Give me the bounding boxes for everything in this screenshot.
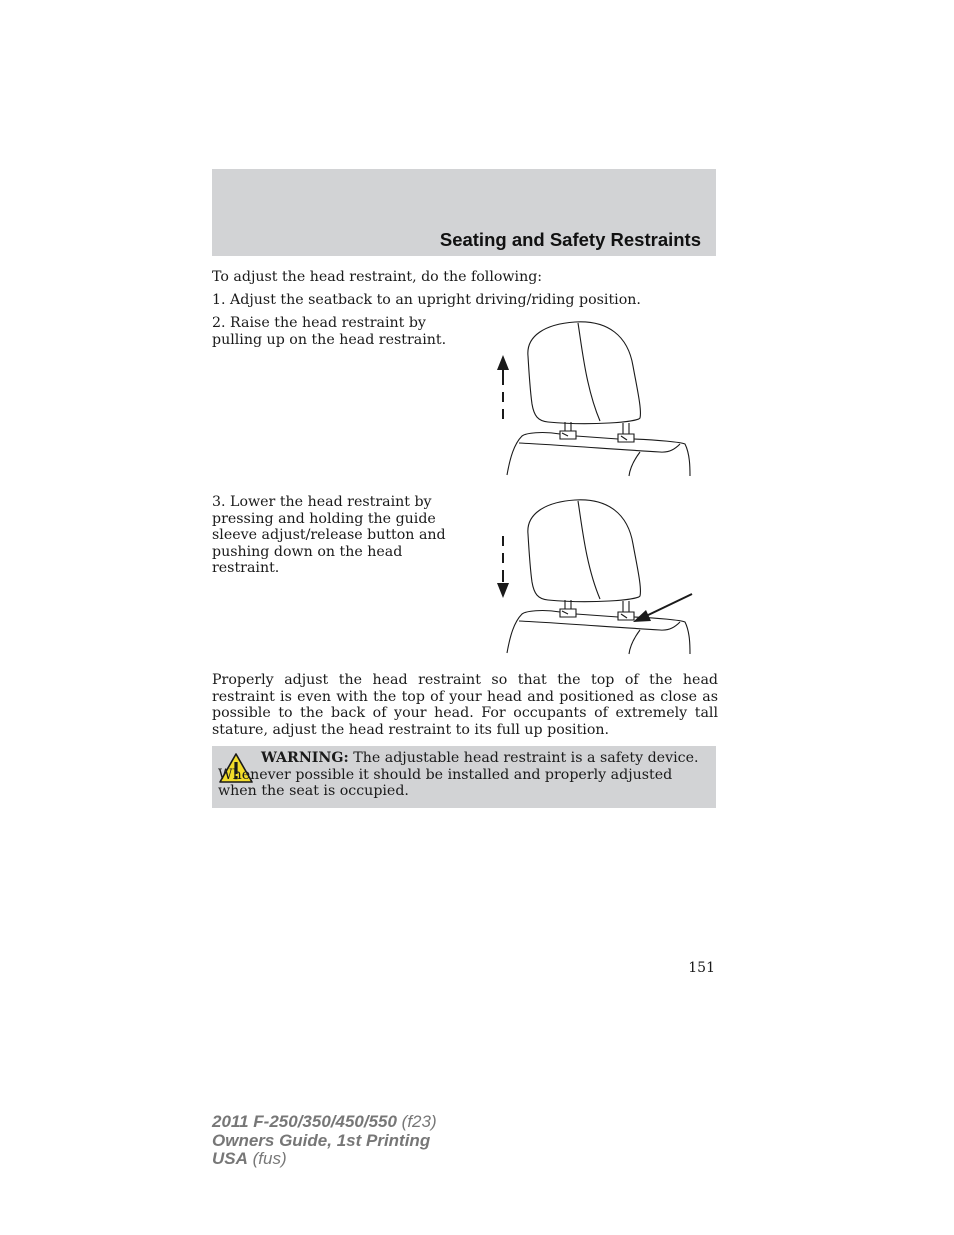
step-3-text: 3. Lower the head restraint by pressing and holding the guide sleeve adjust/release button and pushing down on the head restraint. — [212, 494, 446, 576]
section-header-band — [212, 169, 716, 256]
pointer-arrow-icon — [633, 610, 651, 622]
warning-label: WARNING: — [261, 750, 349, 766]
footer-line-1 — [212, 1113, 437, 1132]
footer-region-code: (fus) — [247, 1149, 287, 1168]
up-arrow-icon — [497, 355, 509, 370]
footer-model: 2011 F-250/350/450/550 — [212, 1112, 397, 1131]
adjustment-paragraph: Properly adjust the head restraint so that the top of the head restraint is even with the top of your head and positioned as close as possible to the back of your head. For occupants of extremely tall stature, adjust the head restraint to its full up position. — [212, 672, 718, 738]
head-restraint-raise-illustration — [490, 318, 700, 478]
intro-text: To adjust the head restraint, do the following: — [212, 269, 543, 285]
step-1-text: 1. Adjust the seatback to an upright driving/riding position. — [212, 292, 641, 308]
down-arrow-icon — [497, 583, 509, 598]
document-footer — [212, 1113, 437, 1169]
warning-body: The adjustable head restraint is a safety device. Whenever possible it should be installed and properly adjusted when the seat is occupied. — [218, 750, 699, 799]
section-title: Seating and Safety Restraints — [439, 229, 701, 250]
footer-region: USA — [212, 1149, 248, 1168]
warning-text — [218, 750, 700, 800]
footer-model-code: (f23) — [396, 1112, 437, 1131]
footer-line-2: Owners Guide, 1st Printing — [212, 1130, 431, 1150]
footer-line-3 — [212, 1150, 437, 1169]
head-restraint-lower-illustration — [490, 496, 700, 656]
step-2-text: 2. Raise the head restraint by pulling up on the head restraint. — [212, 315, 447, 348]
page-number: 151 — [688, 960, 715, 976]
warning-box — [212, 746, 716, 808]
